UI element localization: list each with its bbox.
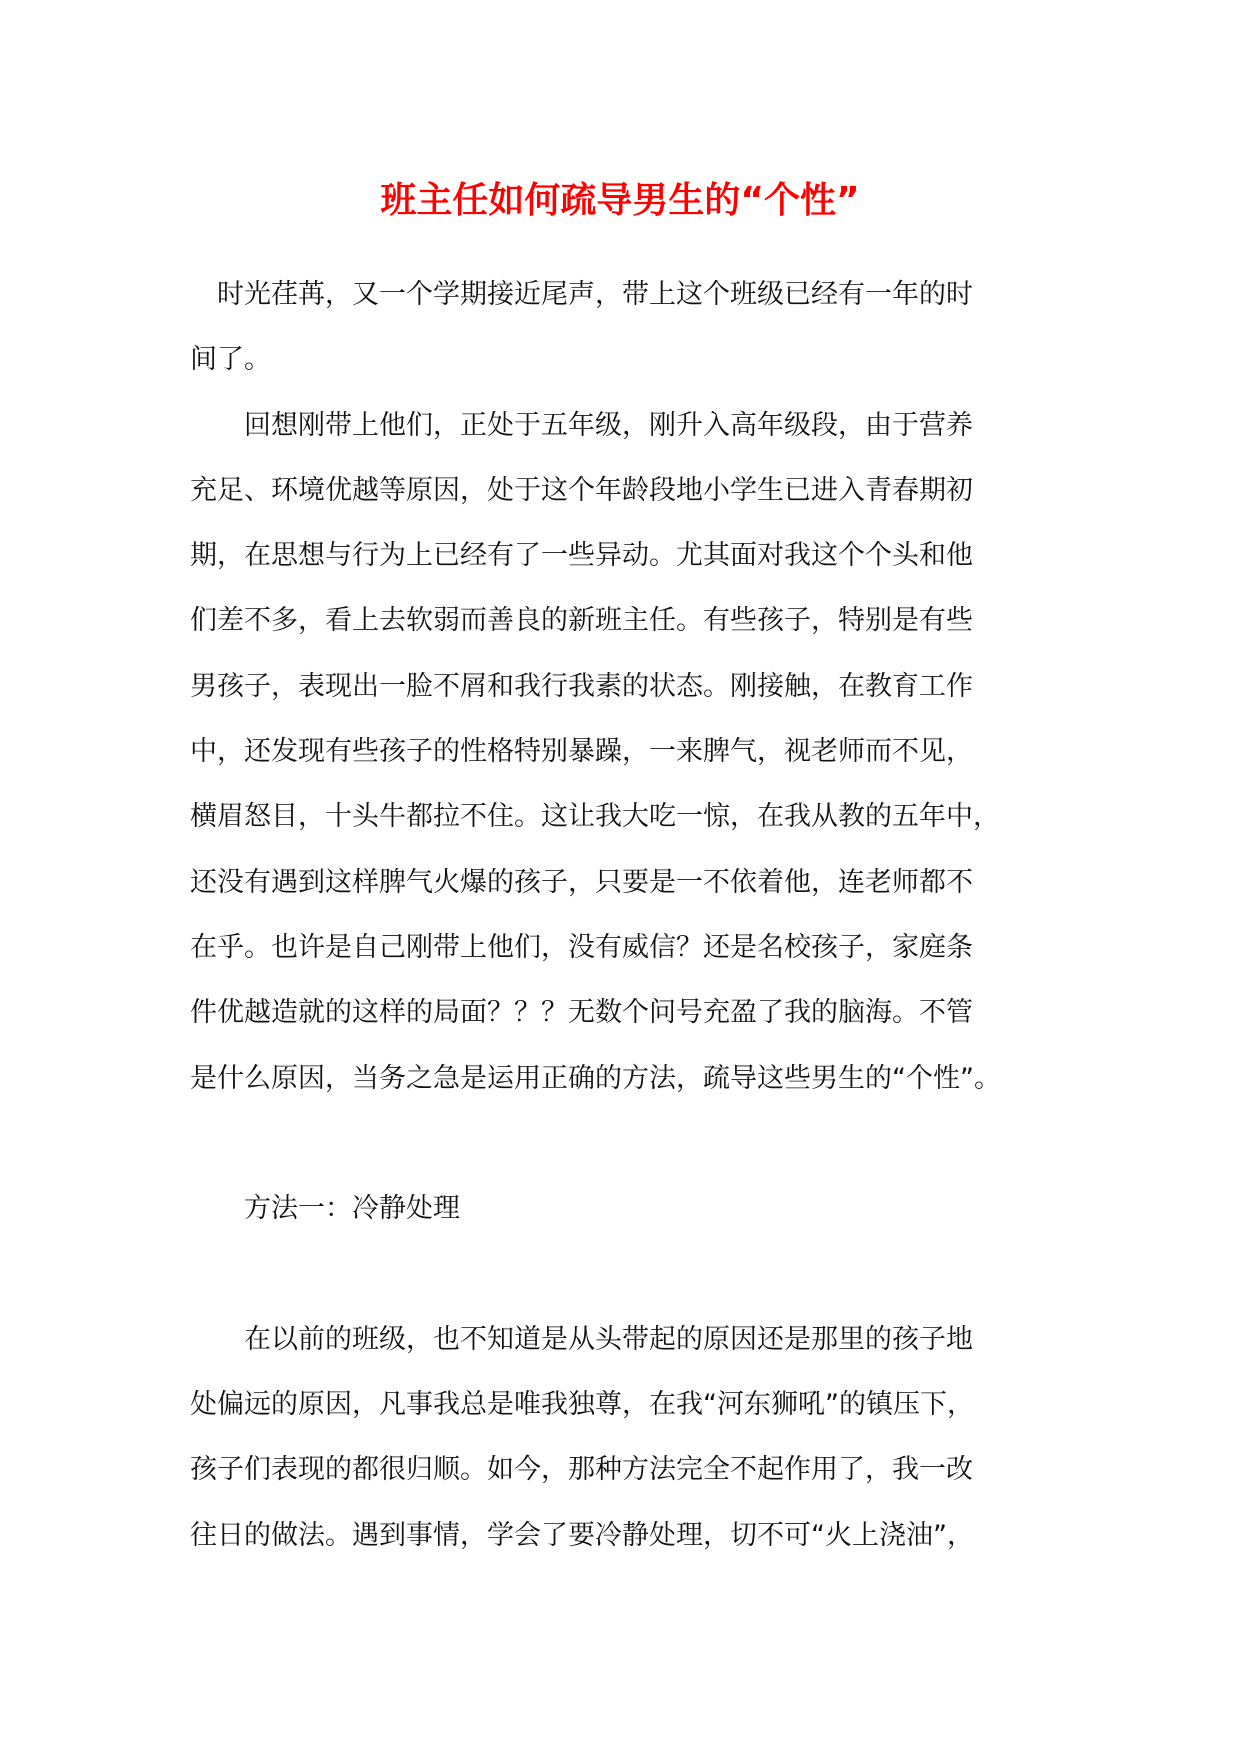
text-line: 横眉怒目，十头牛都拉不住。这让我大吃一惊，在我从教的五年中，: [190, 801, 1000, 833]
paragraph: [190, 1307, 1070, 1568]
text-line: 时光荏苒，又一个学期接近尾声，带上这个班级已经有一年的时: [190, 279, 973, 310]
document-title: 班主任如何疏导男生的“个性”: [380, 180, 860, 221]
text-line: 中，还发现有些孩子的性格特别暴躁，一来脾气，视老师而不见，: [190, 736, 973, 768]
text-line: 往日的做法。遇到事情，学会了要冷静处理，切不可“火上浇油”，: [190, 1519, 974, 1551]
paragraph: [190, 393, 1070, 1111]
text-line: 在以前的班级，也不知道是从头带起的原因还是那里的孩子地: [190, 1323, 973, 1355]
text-line: 充足、环境优越等原因，处于这个年龄段地小学生已进入青春期初: [190, 474, 973, 506]
document-body: [190, 262, 1070, 1568]
text-line: 们差不多，看上去软弱而善良的新班主任。有些孩子，特别是有些: [190, 605, 973, 637]
text-line: 件优越造就的这样的局面？？？无数个问号充盈了我的脑海。不管: [190, 997, 973, 1029]
text-line: 间了。: [190, 344, 271, 376]
text-line: 处偏远的原因，凡事我总是唯我独尊，在我“河东狮吼”的镇压下，: [190, 1389, 974, 1421]
paragraph-spacer: [190, 1111, 1070, 1176]
text-line: 方法一：冷静处理: [190, 1193, 460, 1225]
text-line: 男孩子，表现出一脸不屑和我行我素的状态。刚接触，在教育工作: [190, 670, 973, 702]
paragraph: [190, 262, 1070, 393]
text-line: 孩子们表现的都很归顺。如今，那种方法完全不起作用了，我一改: [190, 1454, 973, 1486]
text-line: 是什么原因，当务之急是运用正确的方法，疏导这些男生的“个性”。: [190, 1062, 1001, 1094]
paragraph: [190, 1176, 1070, 1241]
text-line: 期，在思想与行为上已经有了一些异动。尤其面对我这个个头和他: [190, 540, 973, 572]
text-line: 回想刚带上他们，正处于五年级，刚升入高年级段，由于营养: [190, 409, 973, 441]
paragraph-spacer: [190, 1241, 1070, 1306]
text-line: 在乎。也许是自己刚带上他们，没有威信？还是名校孩子，家庭条: [190, 931, 973, 963]
text-line: 还没有遇到这样脾气火爆的孩子，只要是一不依着他，连老师都不: [190, 866, 973, 898]
